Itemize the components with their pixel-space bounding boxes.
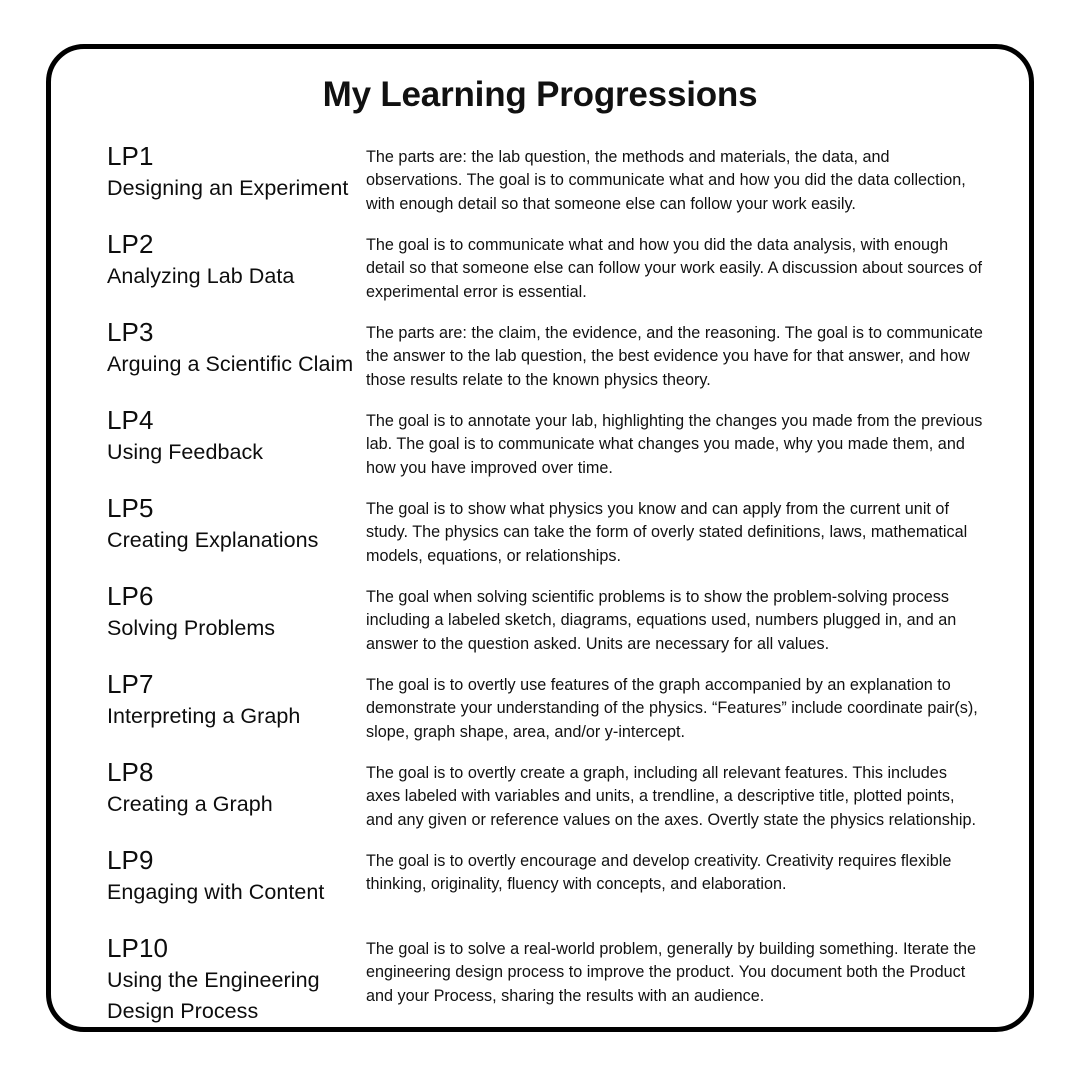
- progression-code: LP2: [107, 229, 154, 259]
- progression-code: LP3: [107, 317, 154, 347]
- progression-label-group: [107, 930, 366, 1027]
- list-item: [107, 490, 993, 578]
- progression-name: Creating a Graph: [107, 792, 273, 816]
- progression-name: Analyzing Lab Data: [107, 264, 295, 288]
- progression-label-group: [107, 842, 366, 908]
- list-item: [107, 402, 993, 490]
- progression-name: Designing an Experiment: [107, 176, 349, 200]
- progression-name: Solving Problems: [107, 616, 276, 640]
- progression-label-group: [107, 666, 366, 732]
- progression-name: Engaging with Content: [107, 880, 325, 904]
- progression-label-group: [107, 490, 366, 556]
- page-title: My Learning Progressions: [322, 75, 758, 114]
- rounded-border-frame: [46, 44, 1034, 1032]
- progression-description-group: [366, 402, 993, 480]
- learning-progressions-list: [107, 138, 993, 1048]
- progression-description-group: [366, 930, 993, 1008]
- progression-description: The goal is to communicate what and how you did the data analysis, with enough detail so that someone else can follow your work easily. A discussion about sources of experimental error is essential.: [366, 236, 983, 301]
- progression-code: LP1: [107, 141, 154, 171]
- progression-name: Using Feedback: [107, 440, 264, 464]
- progression-description: The goal is to overtly use features of the graph accompanied by an explanation to demonstrate your understanding of the physics. “Features” include coordinate pair(s), slope, graph shape, area, and/or y-intercept.: [366, 676, 978, 741]
- progression-label-group: [107, 314, 366, 380]
- progression-description: The parts are: the claim, the evidence, and the reasoning. The goal is to communicate the answer to the lab question, the best evidence you have for that answer, and how those results relate to the known physics theory.: [366, 324, 983, 389]
- list-item: [107, 930, 993, 1048]
- progression-description-group: [366, 138, 993, 216]
- progression-label-group: [107, 226, 366, 292]
- progression-code: LP10: [107, 933, 169, 963]
- progression-description-group: [366, 578, 993, 656]
- progression-description-group: [366, 666, 993, 744]
- progression-code: LP8: [107, 757, 154, 787]
- progression-label-group: [107, 138, 366, 204]
- progression-description: The goal is to annotate your lab, highlighting the changes you made from the previous lab. The goal is to communicate what changes you made, why you made them, and how you have improved over time.: [366, 412, 983, 477]
- progression-code: LP6: [107, 581, 154, 611]
- progression-label-group: [107, 754, 366, 820]
- progression-description-group: [366, 490, 993, 568]
- list-item: [107, 842, 993, 930]
- progression-code: LP4: [107, 405, 154, 435]
- progression-label-group: [107, 578, 366, 644]
- progression-description-group: [366, 314, 993, 392]
- progression-code: LP7: [107, 669, 154, 699]
- progression-description-group: [366, 226, 993, 304]
- progression-code: LP5: [107, 493, 154, 523]
- progression-description-group: [366, 842, 993, 897]
- progression-description: The goal is to overtly encourage and develop creativity. Creativity requires flexible thinking, originality, fluency with concepts, and elaboration.: [366, 852, 952, 894]
- progression-label-group: [107, 402, 366, 468]
- list-item: [107, 666, 993, 754]
- list-item: [107, 138, 993, 226]
- list-item: [107, 754, 993, 842]
- progression-name: Creating Explanations: [107, 528, 319, 552]
- progression-description: The goal is to overtly create a graph, including all relevant features. This includes axes labeled with variables and units, a trendline, a descriptive title, plotted points, and any given or reference values on the axes. Overtly state the physics relationship.: [366, 764, 977, 829]
- list-item: [107, 578, 993, 666]
- progression-description: The goal is to show what physics you know and can apply from the current unit of study. The physics can take the form of overly stated definitions, laws, mathematical models, equations, or relationships.: [366, 500, 968, 565]
- progression-description: The goal is to solve a real-world problem, generally by building something. Iterate the engineering design process to improve the product. You document both the Product and your Process, sharing the results with an audience.: [366, 940, 977, 1005]
- progression-description: The parts are: the lab question, the methods and materials, the data, and observations. The goal is to communicate what and how you did the data collection, with enough detail so that someone else can follow your work easily.: [366, 148, 966, 213]
- progression-description: The goal when solving scientific problems is to show the problem-solving process including a labeled sketch, diagrams, equations used, numbers plugged in, and an answer to the question asked. Units are necessary for all values.: [366, 588, 957, 653]
- progression-name: Arguing a Scientific Claim: [107, 352, 354, 376]
- list-item: [107, 314, 993, 402]
- progression-name: Using the Engineering Design Process: [107, 968, 320, 1023]
- list-item: [107, 226, 993, 314]
- progression-name: Interpreting a Graph: [107, 704, 301, 728]
- progression-code: LP9: [107, 845, 154, 875]
- progression-description-group: [366, 754, 993, 832]
